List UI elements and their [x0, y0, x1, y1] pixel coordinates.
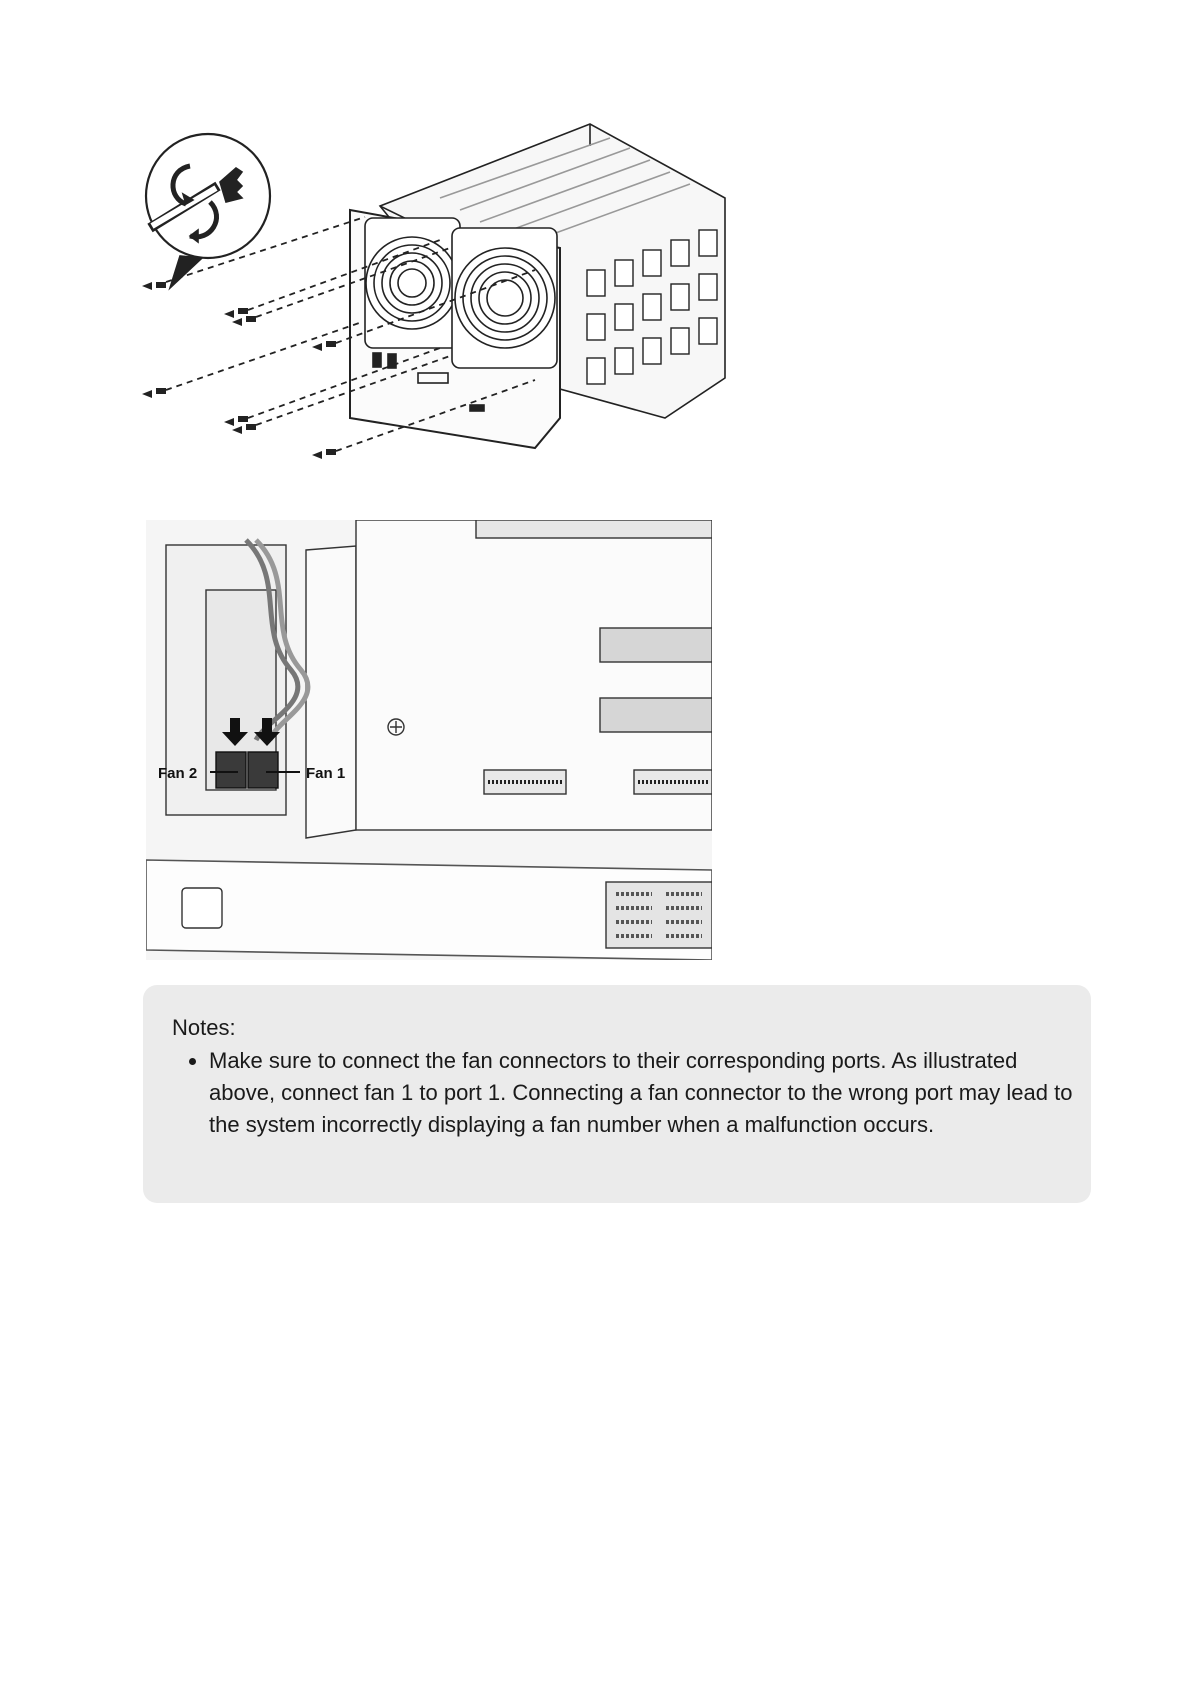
screw-icon: [142, 282, 336, 459]
fan-install-illustration: [140, 118, 800, 488]
notes-title: Notes:: [172, 1015, 236, 1040]
fan-icon: [365, 218, 557, 368]
fan-connector-illustration: [146, 520, 712, 960]
rotate-screwdriver-icon: [146, 134, 270, 288]
list-item: • Make sure to connect the fan connectors to their corresponding ports. As illustrated above, connect fan 1 to port 1. Connecting a fan connector to the wrong port may lead to the system incorrectly displaying a fan number when a malfunction occurs.: [209, 1045, 1089, 1141]
notes-box: [143, 985, 1091, 1203]
fan-1-label: Fan 1: [306, 765, 346, 782]
notes-list: [179, 1045, 1089, 1141]
fan-2-label: Fan 2: [158, 765, 198, 782]
